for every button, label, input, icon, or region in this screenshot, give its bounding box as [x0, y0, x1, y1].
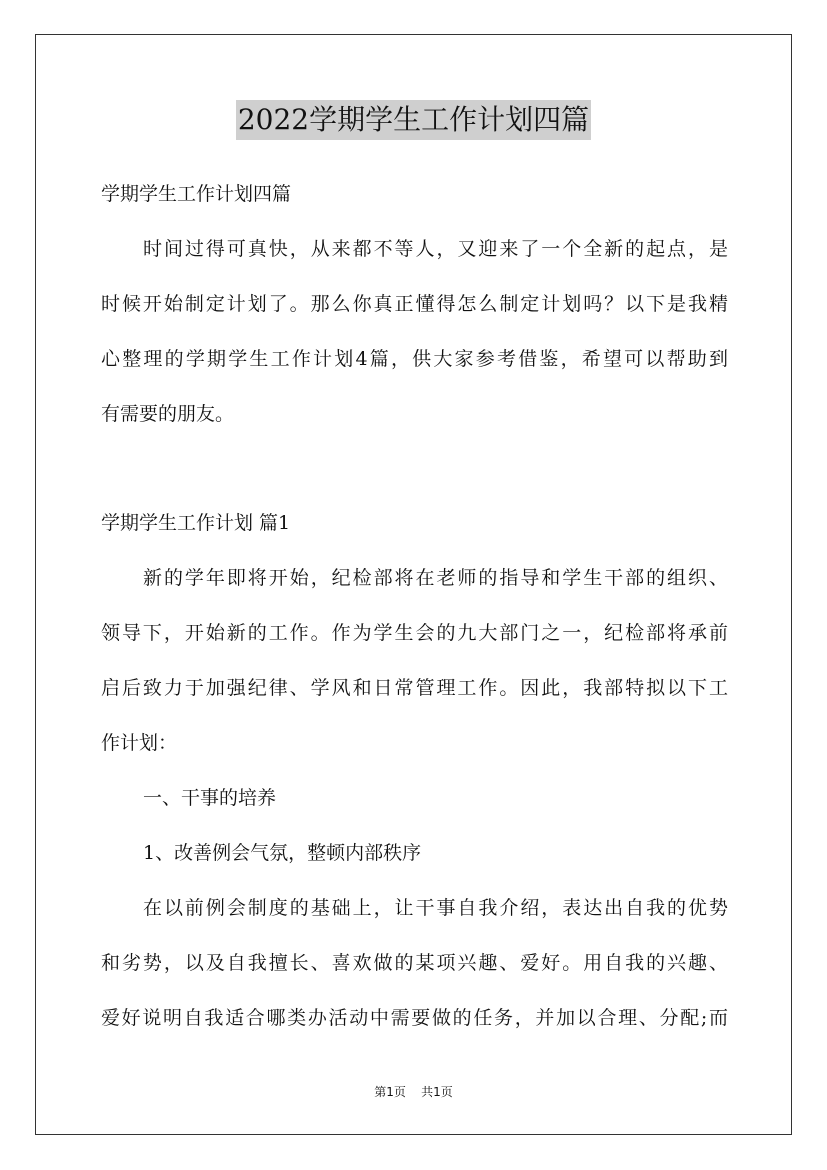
paragraph-line: 启后致力于加强纪律、学风和日常管理工作。因此，我部特拟以下工 — [101, 677, 728, 699]
document-title: 2022学期学生工作计划四篇 — [236, 100, 591, 140]
page-footer — [0, 1084, 827, 1100]
title-container — [0, 100, 827, 140]
subheading-line: 1、改善例会气氛，整顿内部秩序 — [143, 842, 422, 864]
paragraph-line: 心整理的学期学生工作计划4篇，供大家参考借鉴，希望可以帮助到 — [101, 348, 728, 370]
page-total: 共1页 — [421, 1085, 453, 1099]
paragraph-line: 时间过得可真快，从来都不等人，又迎来了一个全新的起点，是 — [143, 238, 728, 260]
paragraph-line: 时候开始制定计划了。那么你真正懂得怎么制定计划吗？以下是我精 — [101, 293, 728, 315]
paragraph-line: 有需要的朋友。 — [101, 403, 235, 425]
paragraph-line: 在以前例会制度的基础上，让干事自我介绍，表达出自我的优势 — [143, 897, 728, 919]
section-heading: 学期学生工作计划 篇1 — [101, 512, 291, 534]
paragraph-line: 爱好说明自我适合哪类办活动中需要做的任务，并加以合理、分配;而 — [101, 1007, 728, 1029]
paragraph-line: 新的学年即将开始，纪检部将在老师的指导和学生干部的组织、 — [143, 567, 728, 589]
paragraph-line: 作计划： — [101, 732, 178, 754]
subheading-line: 一、干事的培养 — [143, 787, 277, 809]
paragraph-line: 和劣势，以及自我擅长、喜欢做的某项兴趣、爱好。用自我的兴趣、 — [101, 952, 728, 974]
paragraph-line: 领导下，开始新的工作。作为学生会的九大部门之一，纪检部将承前 — [101, 622, 728, 644]
page-number: 第1页 — [374, 1085, 406, 1099]
subtitle-line: 学期学生工作计划四篇 — [101, 183, 292, 205]
